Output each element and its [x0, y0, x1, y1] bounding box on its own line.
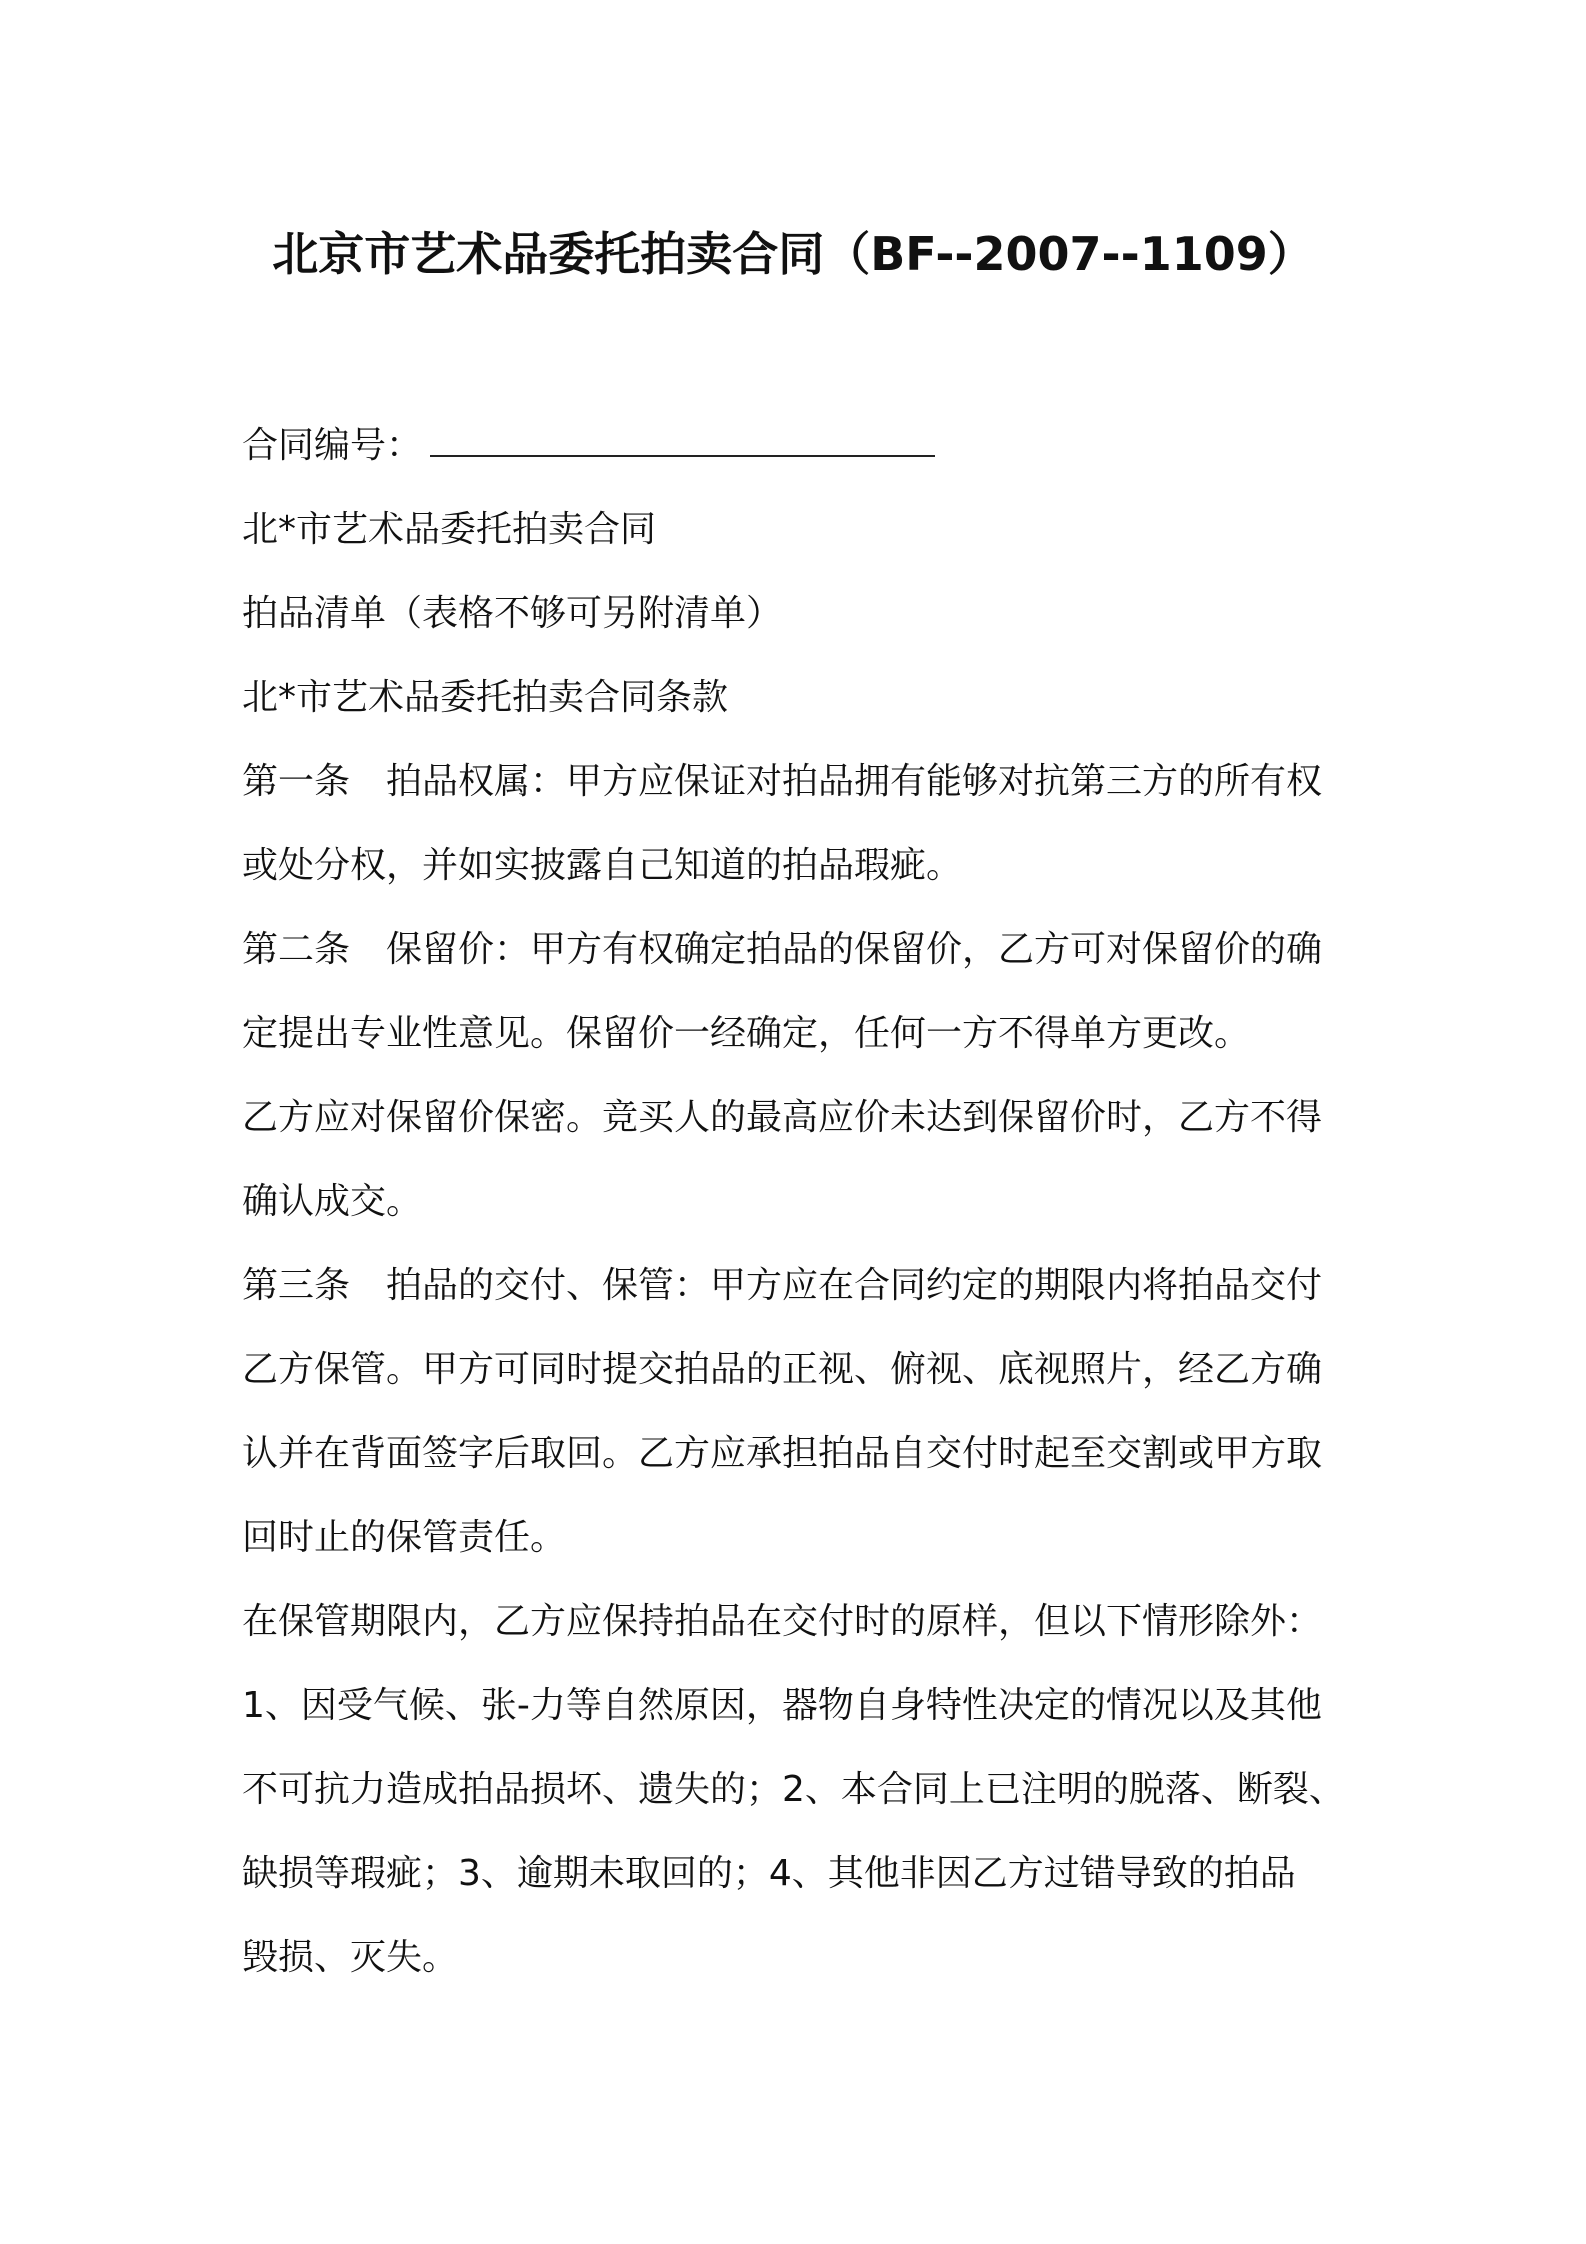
article-3-text-a: 拍品的交付、保管：甲方应在合同约定的期限内将拍品交付	[386, 1265, 1323, 1306]
contract-number-line	[242, 404, 1362, 488]
article-3-line-8: 缺损等瑕疵；3、逾期未取回的；4、其他非因乙方过错导致的拍品	[242, 1853, 1296, 1894]
article-3-line-6: 1、因受气候、张-力等自然原因，器物自身特性决定的情况以及其他	[242, 1685, 1322, 1726]
article-3-line-9: 毁损、灭失。	[242, 1937, 459, 1978]
article-3-line-2: 乙方保管。甲方可同时提交拍品的正视、俯视、底视照片，经乙方确	[242, 1349, 1323, 1390]
article-2-line-3: 乙方应对保留价保密。竞买人的最高应价未达到保留价时，乙方不得	[242, 1097, 1323, 1138]
article-3-line-3: 认并在背面签字后取回。乙方应承担拍品自交付时起至交割或甲方取	[242, 1433, 1323, 1474]
article-3-line-4: 回时止的保管责任。	[242, 1517, 567, 1558]
article-3-line-5: 在保管期限内，乙方应保持拍品在交付时的原样，但以下情形除外：	[242, 1601, 1323, 1642]
item-list-line: 拍品清单（表格不够可另附清单）	[242, 593, 783, 634]
article-1-line-1	[242, 740, 1362, 824]
article-3-line-1	[242, 1244, 1362, 1328]
article-2-number: 第二条	[242, 929, 351, 970]
document-body	[242, 404, 1362, 2000]
article-2-text-a: 保留价：甲方有权确定拍品的保留价，乙方可对保留价的确	[386, 929, 1323, 970]
article-1-line-2: 或处分权，并如实披露自己知道的拍品瑕疵。	[242, 845, 963, 886]
contract-name-line: 北*市艺术品委托拍卖合同	[242, 509, 657, 550]
document-title: 北京市艺术品委托拍卖合同（BF--2007--1109）	[272, 227, 1314, 281]
article-2-line-1	[242, 908, 1362, 992]
contract-number-label: 合同编号：	[242, 425, 423, 466]
article-1-number: 第一条	[242, 761, 351, 802]
terms-heading-line: 北*市艺术品委托拍卖合同条款	[242, 677, 729, 718]
article-3-line-7: 不可抗力造成拍品损坏、遗失的；2、本合同上已注明的脱落、断裂、	[242, 1769, 1345, 1810]
contract-number-blank	[430, 425, 935, 457]
article-3-number: 第三条	[242, 1265, 351, 1306]
article-2-line-4: 确认成交。	[242, 1181, 423, 1222]
article-2-line-2: 定提出专业性意见。保留价一经确定，任何一方不得单方更改。	[242, 1013, 1251, 1054]
article-1-text-a: 拍品权属：甲方应保证对拍品拥有能够对抗第三方的所有权	[386, 761, 1323, 802]
